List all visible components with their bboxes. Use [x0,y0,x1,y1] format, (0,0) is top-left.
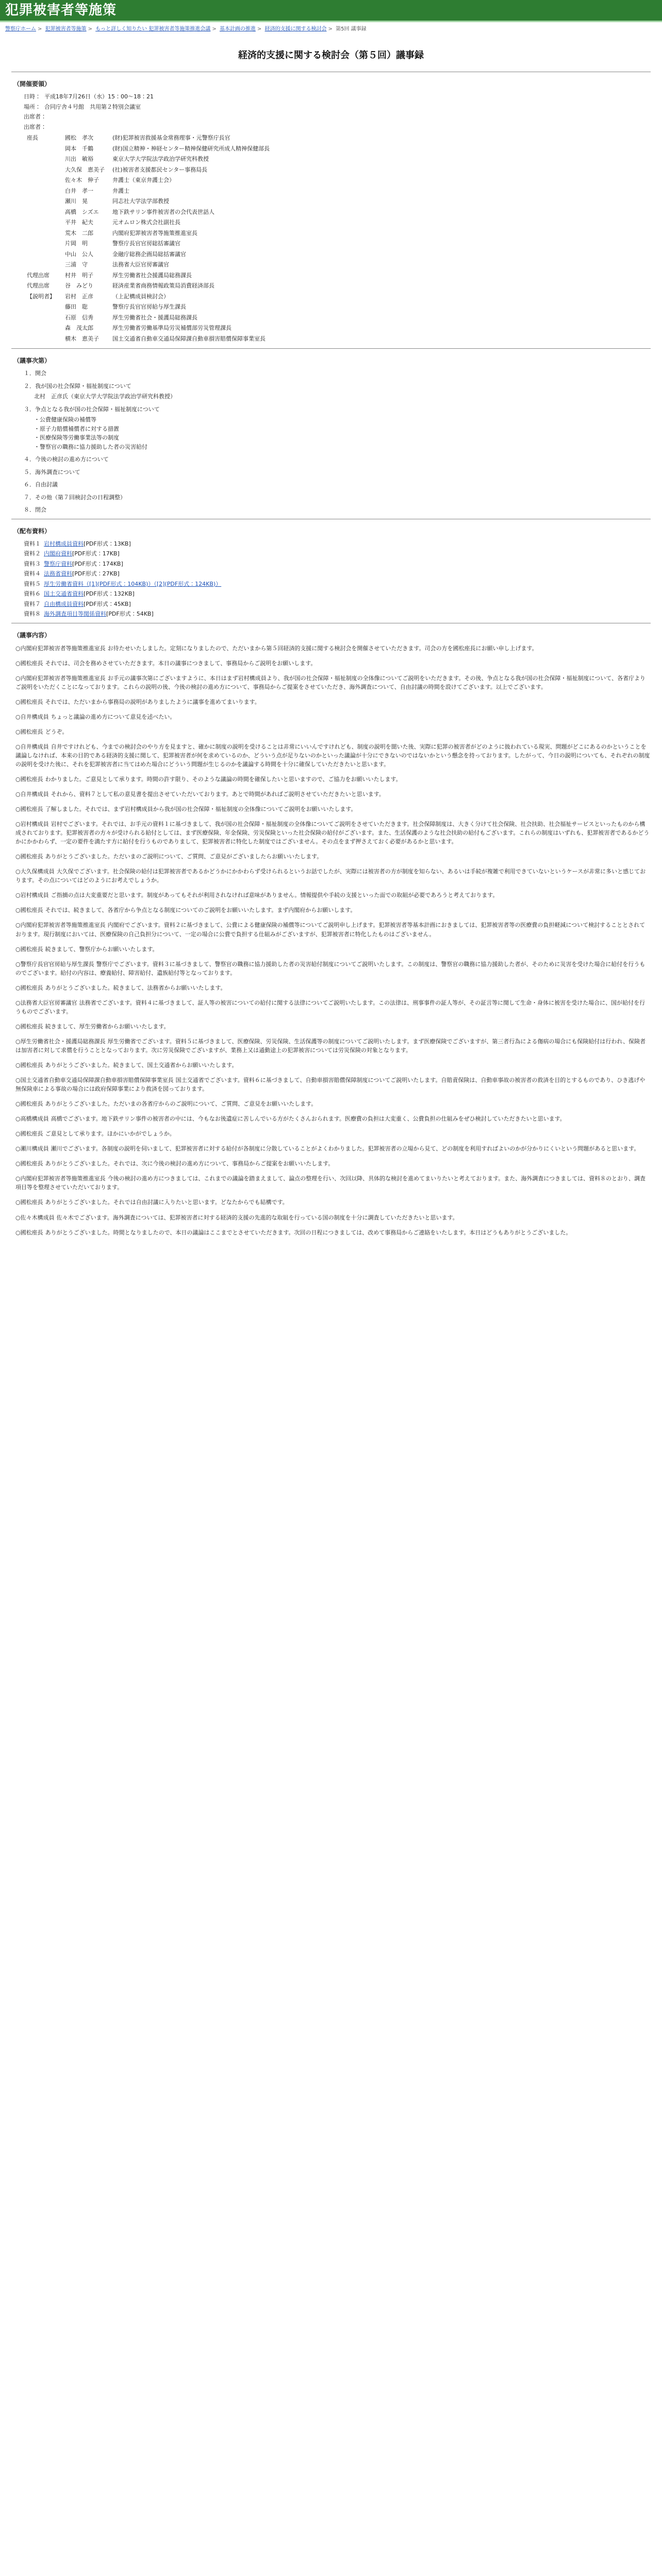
minutes-speaker: ○國松座長 [15,1229,43,1236]
attendee-row [24,133,273,144]
minutes-speaker: ○高橋構成員 [15,1115,49,1123]
minutes-paragraph [15,1061,651,1070]
agenda-item [24,468,651,477]
handout-label: 資料４ [24,570,41,577]
minutes-text: ご意見として承ります。ほかにいかがでしょうか。 [45,1130,175,1138]
attendee-affiliation: 法務省大臣官房審議官 [112,261,169,268]
attendee-role [24,217,62,228]
minutes-paragraph [15,727,651,736]
minutes-paragraph [15,659,651,668]
attendee-name: 谷 みどり [65,282,93,289]
handout-item [24,540,651,549]
minutes-paragraph [15,713,651,721]
minutes-paragraph [15,644,651,653]
minutes-text: それでは、司会を務めさせていただきます。本日の議事につきまして、事務局からご説明をお願いします。 [45,659,317,667]
attendee-affiliation: (財)国立精神・神経センター精神保健研究所成人精神保健部長 [112,145,270,152]
minutes-speaker: ○厚生労働省社会・援護局総務課長 [15,1038,106,1045]
minutes-text: ありがとうございました。時間となりましたので、本日の議論はここまでとさせていただきます。次回の日程につきましては、改めて事務局からご連絡をいたします。本日はどうもありがとうございました。 [45,1229,572,1236]
minutes-paragraph [15,1198,651,1207]
minutes-speaker: ○國松座長 [15,728,43,735]
attendees-note: 出席者： [24,123,46,130]
datetime-label: 日時： [24,93,41,100]
attendee-name: 藤田 聡 [65,303,88,310]
minutes-speaker: ○警察庁長官官房給与厚生課長 [15,960,94,968]
attendee-row [24,270,273,281]
agenda-sub-item: ・原子力賠償補償者に対する措置 [34,425,119,432]
agenda-sub-list [34,393,651,401]
minutes-speaker: ○自井構成員 [15,713,49,720]
agenda-item [24,481,651,489]
breadcrumb-link-home[interactable]: 警察庁ホーム [5,26,36,32]
minutes-text: それでは、続きまして、各省庁から争点となる制度についてのご説明をお願いいたします。まず内閣府からお願いします。 [45,907,356,914]
minutes-text: 瀬川でございます。各制度の説明を伺いまして、犯罪被害者に対する給付が各制度に分散していることがよくわかりました。犯罪被害者の立場から見て、どの制度を利用すればよいのかが分かりにくいという問題があると思います。 [51,1145,640,1153]
site-banner [0,0,662,22]
agenda-item [24,494,651,502]
attendee-affiliation: 厚生労働省労働基準局労災補償部労災管理課長 [112,325,231,331]
section-heading-agenda: （議事次第） [13,357,51,364]
minutes-text: お待たせいたしました。定刻になりましたので、ただいまから第５回経済的支援に関する検討会を開催させていただきます。司会の方を國松座長にお願い申し上げます。 [107,645,538,652]
handout-item [24,600,651,609]
attendee-row [24,313,273,324]
handout-file-note: [PDF形式：174KB] [72,560,123,567]
handout-link[interactable]: 岩村構成員資料 [44,540,84,547]
attendee-name: 平井 紀夫 [65,219,93,226]
agenda-item [24,455,651,464]
minutes-paragraph [15,891,651,900]
attendee-affiliation: 東京大学大学院法学政治学研究科教授 [112,156,209,162]
minutes-text: 高橋でございます。地下鉄サリン事件の被害者の中には、今もなお後遺症に苦しんでいる方がたくさんおられます。医療費の負担は大変重く、公費負担の仕組みをぜひ検討していただきたいと思います。 [51,1115,566,1123]
minutes-speaker: ○國松座長 [15,1062,43,1069]
minutes-speaker: ○國松座長 [15,1023,43,1030]
attendee-row [24,239,273,249]
attendee-name: 村井 明子 [65,272,93,279]
minutes-speaker: ○内閣府犯罪被害者等施策推進室長 [15,645,106,652]
minutes-text: ありがとうございました。ただいまの各省庁からのご説明について、ご質問、ご意見をお願いいたします。 [45,1100,317,1108]
handout-label: 資料６ [24,590,41,597]
minutes-speaker: ○内閣府犯罪被害者等施策推進室長 [15,1175,106,1182]
section-heading-minutes: （議事内容） [13,631,51,639]
attendee-name: 大久保 恵美子 [65,166,105,173]
attendee-role [24,165,62,176]
site-title: 犯罪被害者等施策 [5,2,117,18]
minutes-text: ありがとうございました。続きまして、法務省からお願いいたします。 [45,984,226,991]
attendee-role [24,175,62,186]
attendee-name: 片岡 明 [65,240,88,247]
agenda-item-text: ２．我が国の社会保障・福祉制度について [24,382,131,389]
attendee-affiliation: 元オムロン株式会社副社長 [112,219,180,226]
minutes-paragraph [15,867,651,885]
minutes-paragraph [15,790,651,799]
minutes-speaker: ○岩村構成員 [15,821,49,828]
attendee-affiliation: 地下鉄サリン事件被害者の会代表世話人 [112,208,214,215]
minutes-text: ちょっと議論の進め方について意見を述べたい。 [51,713,176,720]
minutes-text: 了解しました。それでは、まず岩村構成員から我が国の社会保障・福祉制度の全体像についてご説明をお願いいたします。 [45,806,357,813]
minutes-text: お手元の議事次第にございますように、本日はまず岩村構成員より、我が国の社会保障・福祉制度の全体像についてご説明をいただきます。その後、争点となる我が国の社会保障・福祉制度について、各省庁よりご説明をいただくことになっております。これらの説明の後、今後の検討の進め方について、事務局からご提案をさせていただき、海外調査について、自由討議の時間を設けてございます。以上でございます。 [15,674,646,690]
minutes-text: 大久保でございます。社会保険の給付は犯罪被害者であるかどうかにかかわらず受けられるというお話でしたが、実際には被害者の方が制度を知らない、あるいは手続が複雑で利用できていないというケースが非常に多いと感じております。その点についてはどのようにお考えでしょうか。 [15,868,646,884]
attendee-role [24,186,62,197]
attendee-name: 川出 敏裕 [65,156,93,162]
attendee-affiliation: 厚生労働省社会・援護局総務課長 [112,314,197,321]
minutes-paragraph [15,820,651,846]
agenda-sub-item: ・警察官の職務に協力援助した者の災害給付 [34,443,147,450]
attendee-row [24,207,273,218]
minutes-paragraph [15,998,651,1016]
minutes-text: 続きまして、厚生労働省からお願いいたします。 [45,1023,170,1030]
attendee-role: 代理出席 [27,282,49,289]
minutes-speaker: ○内閣府犯罪被害者等施策推進室長 [15,922,106,929]
attendee-row [24,281,273,292]
handout-link[interactable]: 国土交通省資料 [44,590,84,597]
minutes-text: どうぞ。 [45,728,68,735]
attendee-row [24,165,273,176]
minutes-speaker: ○國松座長 [15,1130,43,1138]
agenda-sub-item: 北村 正彦氏（東京大学大学院法学政治学研究科教授） [34,393,176,400]
attendee-row [24,144,273,155]
breadcrumb-link-policies[interactable]: 犯罪被害者等施策 [45,26,87,32]
attendee-affiliation: 弁護士（東京弁護士会） [112,177,175,183]
agenda-sub-item: ・公費健康保険の補償等 [34,416,96,423]
minutes-speaker: ○國松座長 [15,1100,43,1108]
minutes-speaker: ○國松座長 [15,659,43,667]
attendee-row [24,154,273,165]
minutes-speaker: ○國松座長 [15,775,43,783]
breadcrumb-link-committee[interactable]: 経済的支援に関する検討会 [264,26,327,32]
meeting-venue [24,103,651,112]
breadcrumb-separator: > [257,26,262,32]
main-content [11,48,651,1237]
minutes-paragraph [15,805,651,814]
attendee-row [24,292,273,302]
minutes-paragraph [15,1174,651,1192]
agenda-item [24,405,651,452]
attendee-name: 横木 恵美子 [65,335,99,342]
handout-label: 資料３ [24,560,41,567]
handout-file-note: [PDF形式：132KB] [84,590,135,597]
minutes-paragraph [15,984,651,992]
minutes-speaker: ○岩村構成員 [15,892,49,899]
minutes-paragraph [15,742,651,769]
agenda-item [24,382,651,401]
attendee-affiliation: 警察庁長官官房総括審議官 [112,240,180,247]
minutes-speaker: ○国土交通省自動車交通局保障課自動車損害賠償保障事業室長 [15,1077,174,1084]
agenda-sub-item: ・医療保険等労働事業法等の制度 [34,434,119,441]
attendee-name: 白井 孝一 [65,187,93,194]
attendee-role [24,313,62,324]
minutes-text: 厚生労働省でございます。資料５に基づきまして、医療保険、労災保険、生活保護等の制度についてご説明いたします。まず医療保険でございますが、第三者行為による傷病の場合にも保険給付は行われ、保険者は加害者に対して求償を行うこととなっております。次に労災保険でございますが、業務上又は通勤途上の犯罪被害については労災保険の対象となります。 [15,1038,646,1054]
minutes-speaker: ○國松座長 [15,984,43,991]
attendee-affiliation: 経済産業省商務情報政策局消費経済部長 [112,282,214,289]
attendee-row [24,196,273,207]
minutes-paragraph [15,698,651,706]
attendee-role [24,154,62,165]
section-heading-overview: （開催要領） [13,80,51,88]
attendee-role [24,239,62,249]
handout-file-note: [PDF形式：54KB] [106,611,154,617]
minutes-speaker: ○自井構成員 [15,743,49,750]
attendee-name: 荒木 二郎 [65,229,93,236]
breadcrumb-link-council[interactable]: もっと詳しく知りたい 犯罪被害者等施策推進会議 [95,26,211,32]
minutes-paragraph [15,775,651,784]
minutes-text: 岩村でございます。それでは、お手元の資料１に基づきまして、我が国の社会保障・福祉制度の全体像についてご説明をさせていただきます。社会保障制度は、大きく分けて社会保険、社会扶助、社会福祉サービスといったものから構成されております。犯罪被害者の方々が受けられる給付としては、まず医療保険、年金保険、労災保険といった社会保険の給付がございます。また、生活保護のような社会扶助の給付もございます。これらの制度はいずれも、犯罪被害者であるかどうかにかかわらず、一定の要件を満たす方に給付を行うものでありまして、犯罪被害者に特化した制度ではございません。その点をまず押さえておく必要があるかと思います。 [15,821,650,845]
handout-item [24,570,651,579]
attendee-affiliation: 警察庁長官官房給与厚生課長 [112,303,186,310]
attendee-affiliation: 厚生労働省社会援護局総務課長 [112,272,192,279]
minutes-text: 内閣府でございます。資料２に基づきまして、公費による健康保険の補償等についてご説明申し上げます。犯罪被害者等基本計画におきましては、犯罪被害者等の医療費の負担軽減について検討することとされております。現行制度においては、医療保険の自己負担分について、一定の場合に公費で負担する仕組みがございますが、犯罪被害者に特化したものはございません。 [15,922,646,938]
attendee-affiliation: （上記構成員検討会） [112,293,169,300]
minutes-paragraph [15,1129,651,1138]
venue-label: 場所： [24,103,41,110]
attendee-row [24,323,273,334]
minutes-paragraph [15,1114,651,1123]
minutes-text: ありがとうございました。それでは、次に今後の検討の進め方について、事務局からご提案をお願いいたします。 [45,1160,334,1167]
handout-item [24,610,651,619]
breadcrumb-separator: > [212,26,217,32]
attendee-name: 石原 信秀 [65,314,93,321]
attendee-role: 【説明者】 [27,293,55,300]
handout-link[interactable]: 法務省資料 [44,570,72,577]
minutes-text: それから、資料７として私の意見書を提出させていただいております。あとで時間があればご説明させていただきたいと思います。 [51,791,385,798]
attendee-role [24,334,62,345]
minutes-paragraph [15,1228,651,1237]
handout-link[interactable]: 警察庁資料 [44,560,72,567]
minutes-paragraph [15,945,651,954]
agenda-item-text: ４．今後の検討の進め方について [24,456,109,463]
agenda-item-text: ５．海外調査について [24,468,80,476]
minutes-text: 続きまして、警察庁からお願いいたします。 [45,945,158,953]
attendee-row [24,249,273,260]
minutes-text: 国土交通省でございます。資料６に基づきまして、自動車損害賠償保障制度についてご説明いたします。自賠責保険は、自動車事故の被害者の救済を目的とするものであり、ひき逃げや無保険車による事故の場合には政府保障事業により救済を図っております。 [15,1077,646,1093]
handout-item [24,550,651,558]
minutes-paragraph [15,921,651,938]
minutes-text: ご指摘の点は大変重要だと思います。制度があってもそれが利用されなければ意味がありません。情報提供や手続の支援といった面での取組が必要であろうと考えております。 [51,892,499,899]
page-title: 経済的支援に関する検討会（第５回）議事録 [238,50,424,61]
agenda-item [24,506,651,515]
venue-value: 合同庁舎４号館 共用第２特別会議室 [44,103,141,110]
attendee-name: 國松 孝次 [65,134,93,141]
attendee-name: 岡本 千鶴 [65,145,93,152]
minutes-text: それでは、ただいまから事務局の説明がありましたように議事を進めてまいります。 [45,698,260,705]
agenda-item-text: ３．争点となる我が国の社会保障・福祉制度について [24,405,160,413]
minutes-speaker: ○國松座長 [15,853,43,860]
minutes-paragraph [15,852,651,861]
attendee-row [24,228,273,239]
attendee-name: 三浦 守 [65,261,88,268]
minutes-text: ありがとうございました。ただいまのご説明について、ご質問、ご意見がございましたらお願いいたします。 [45,853,323,860]
attendee-role [24,323,62,334]
minutes-text: 自井ですけれども、今までの検討会のやり方を見ますと、確かに制度の説明を受けることは非常にいいんですけれども、制度の説明を聞いた後、実際に犯罪の被害者がどのように扱われている現実、問題がどこにあるのかということを議論しなければ、本来の目的である経済的支援に関して、犯罪被害者が何を求めているのか、どういう点が足りないのかといった議論が十分にできないのではないかという懸念を持っております。したがって、今日の説明についても、それぞれの制度の説明を受けた後に、それを犯罪被害者に当てはめた場合にどういう問題が生じるのかを議論する時間を十分に確保していただきたいと思います。 [15,743,650,768]
breadcrumb-link-basic-plan[interactable]: 基本計画の推進 [219,26,256,32]
minutes-text: ありがとうございました。それでは自由討議に入りたいと思います。どなたからでも結構です。 [45,1199,288,1206]
minutes-paragraph [15,1076,651,1093]
minutes-paragraph [15,1037,651,1055]
breadcrumb [0,22,662,35]
handout-label: 資料７ [24,600,41,607]
agenda-item-text: ６．自由討議 [24,481,58,488]
attendee-affiliation: 同志社大学法学部教授 [112,198,169,205]
attendee-role [24,260,62,270]
attendee-name: 森 茂太郎 [65,325,93,331]
minutes-speaker: ○國松座長 [15,806,43,813]
attendee-row [24,334,273,345]
handout-item [24,590,651,599]
handout-list [24,540,651,619]
handout-label: 資料５ [24,580,41,587]
attendee-affiliation: 金融庁総務企画局総括審議官 [112,250,186,258]
agenda-item-text: １．開会 [24,370,46,377]
breadcrumb-separator: > [38,26,42,32]
minutes-speaker: ○國松座長 [15,907,43,914]
breadcrumb-separator: > [88,26,92,32]
minutes-speaker: ○内閣府犯罪被害者等施策推進室長 [15,674,106,682]
breadcrumb-separator: > [328,26,333,32]
section-heading-handouts: （配布資料） [13,527,51,535]
attendee-name: 佐々木 伸子 [65,177,99,183]
minutes-paragraph [15,1159,651,1168]
handout-label: 資料８ [24,611,41,617]
minutes-body [11,644,651,1237]
handout-link[interactable]: 自由構成員資料 [44,600,84,607]
attendee-affiliation: (財)犯罪被害救援基金常務理事・元警察庁長官 [112,134,230,141]
attendee-row [24,186,273,197]
minutes-paragraph [15,960,651,977]
attendee-table [24,133,273,344]
attendees-label: 出席者： [24,113,46,120]
minutes-text: 警察庁でございます。資料３に基づきまして、警察官の職務に協力援助した者の災害給付制度についてご説明いたします。この制度は、警察官の職務に協力援助した者が、そのために災害を受けた場合に給付を行うものでございます。給付の内容は、療養給付、障害給付、遺族給付等となっております。 [15,960,646,976]
attendee-row [24,302,273,313]
minutes-speaker: ○瀬川構成員 [15,1145,49,1153]
minutes-text: 今後の検討の進め方につきましては、これまでの議論を踏まえまして、論点の整理を行い、次回以降、具体的な検討を進めてまいりたいと考えております。また、海外調査につきましては、資料８のとおり、調査項目等を整理させていただいております。 [15,1175,646,1191]
handout-file-note: [PDF形式：17KB] [72,550,120,557]
attendee-name: 高橋 シズエ [65,208,99,215]
attendee-role [24,196,62,207]
attendee-affiliation: (社)被害者支援都民センター事務局長 [112,166,208,173]
attendee-role [24,228,62,239]
minutes-text: 佐々木でございます。海外調査については、犯罪被害者に対する経済的支援の先進的な取組を行っている国の制度を十分に調査していただきたいと思います。 [56,1214,458,1221]
handout-link[interactable]: 厚生労働省資料（[1](PDF形式：104KB)）（[2](PDF形式：124KB)） [44,580,222,587]
agenda-item [24,369,651,378]
minutes-speaker: ○法務省大臣官房審議官 [15,999,77,1006]
minutes-paragraph [15,674,651,691]
attendee-name: 瀬川 晃 [65,198,88,205]
attendee-role [24,144,62,155]
divider [11,348,651,349]
attendee-row [24,260,273,270]
minutes-text: 法務省でございます。資料４に基づきまして、証人等の被害についての給付に関する法律についてご説明いたします。この法律は、刑事事件の証人等が、その証言等に関して生命・身体に被害を受けた場合に、国が給付を行うものでございます。 [15,999,646,1015]
attendee-role [24,249,62,260]
handout-label: 資料２ [24,550,41,557]
minutes-speaker: ○國松座長 [15,698,43,705]
handout-link[interactable]: 内閣府資料 [44,550,72,557]
handout-file-note: [PDF形式：45KB] [84,600,131,607]
attendee-role [24,302,62,313]
minutes-paragraph [15,1022,651,1031]
handout-link[interactable]: 海外調査項目等関係資料 [44,611,106,617]
handout-item [24,560,651,569]
handout-label: 資料１ [24,540,41,547]
attendee-name: 中山 公人 [65,250,93,258]
agenda-item-text: ７．その他（第７回検討会の日程調整） [24,494,126,501]
minutes-paragraph [15,1144,651,1153]
agenda-sub-list [34,416,651,451]
minutes-speaker: ○國松座長 [15,1160,43,1167]
attendee-row [24,175,273,186]
minutes-paragraph [15,906,651,914]
breadcrumb-current: 第5回 議事録 [336,26,367,32]
handout-file-note: [PDF形式：27KB] [72,570,120,577]
minutes-speaker: ○國松座長 [15,945,43,953]
attendee-role [24,207,62,218]
minutes-text: ありがとうございました。続きまして、国土交通省からお願いいたします。 [45,1062,238,1069]
attendee-affiliation: 弁護士 [112,187,129,194]
minutes-text: わかりました。ご意見として承ります。時間の許す限り、そのような議論の時間を確保したいと思いますので、ご協力をお願いいたします。 [45,775,402,783]
agenda-list [24,369,651,515]
minutes-speaker: ○佐々木構成員 [15,1214,55,1221]
attendee-role: 代理出席 [27,272,49,279]
minutes-speaker: ○大久保構成員 [15,868,55,875]
attendee-name: 岩村 正彦 [65,293,93,300]
datetime-value: 平成18年7月26日（水）15：00〜18：21 [44,93,154,100]
handout-item [24,580,651,589]
minutes-paragraph [15,1213,651,1222]
minutes-paragraph [15,1099,651,1108]
meeting-datetime [24,93,651,101]
minutes-speaker: ○自井構成員 [15,791,49,798]
attendee-role: 座長 [27,134,38,141]
attendee-affiliation: 国土交通省自動車交通局保障課自動車損害賠償保障事業室長 [112,335,266,342]
agenda-item-text: ８．閉会 [24,506,46,513]
attendee-row [24,217,273,228]
minutes-speaker: ○國松座長 [15,1199,43,1206]
handout-file-note: [PDF形式：13KB] [84,540,131,547]
attendee-affiliation: 内閣府犯罪被害者等施策推進室長 [112,229,197,236]
